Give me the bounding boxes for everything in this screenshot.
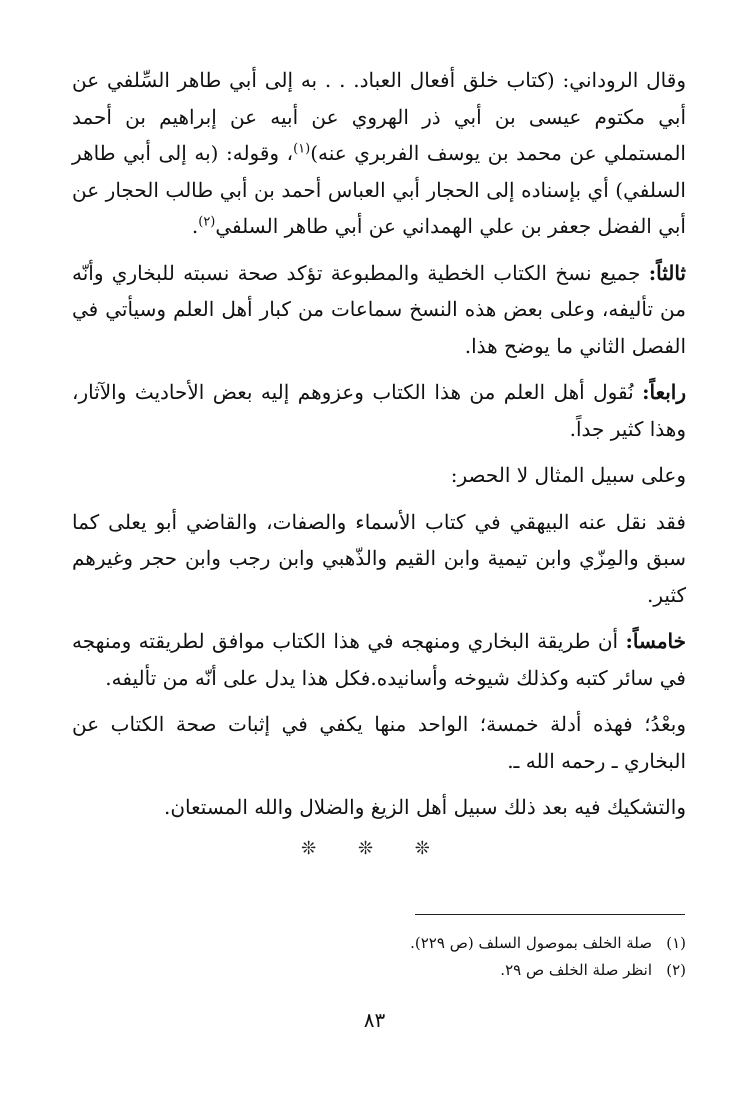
text-rudani-2: ، وقوله: (به إلى أبي طاهر السلفي) أي بإسناده إلى الحجار أبي العباس أحمد بن أبي طالب الحجار عن أبي الفضل جعفر بن علي الهمداني عن أبي طاهر السلفي bbox=[72, 141, 686, 238]
footnote-ref-2[interactable]: (٢) bbox=[198, 214, 216, 230]
footnotes bbox=[250, 930, 686, 984]
footnote-divider bbox=[415, 914, 685, 915]
footnote-text: صلة الخلف بموصول السلف (ص ٢٢٩). bbox=[410, 934, 652, 952]
footnote-ref-1[interactable]: (١) bbox=[293, 141, 311, 157]
paragraph-fifth bbox=[72, 623, 686, 696]
section-separator: ❊ ❊ ❊ bbox=[301, 838, 448, 859]
paragraph-third bbox=[72, 255, 686, 365]
paragraph-rudani bbox=[72, 62, 686, 245]
footnote-1 bbox=[250, 930, 686, 957]
lead-third: ثالثاً: bbox=[648, 260, 686, 285]
lead-fourth: رابعاً: bbox=[642, 380, 686, 404]
main-text bbox=[72, 62, 686, 826]
footnote-text: انظر صلة الخلف ص ٢٩. bbox=[500, 961, 652, 979]
paragraph-quoted: فقد نقل عنه البيهقي في كتاب الأسماء والصفات، والقاضي أبو يعلى كما سبق والمِزّي وابن تيمية وابن القيم والذّهبي وابن رجب وابن حجر وغيرهم كثير. bbox=[72, 509, 686, 607]
paragraph-closing: والتشكيك فيه بعد ذلك سبيل أهل الزيغ والضلال والله المستعان. bbox=[164, 795, 686, 819]
paragraph-fourth bbox=[72, 374, 686, 447]
text-fourth: نُقول أهل العلم من هذا الكتاب وعزوهم إليه بعض الأحاديث والآثار، وهذا كثير جداً. bbox=[72, 380, 686, 441]
text-rudani-1: وقال الروداني: (كتاب خلق أفعال العباد. . . به إلى أبي طاهر السِّلفي عن أبي مكتوم عيسى بن أبي ذر الهروي عن أبيه عن إبراهيم بن أحمد المستملي عن محمد بن يوسف الفربري عنه) bbox=[72, 68, 686, 165]
footnote-number: (١) bbox=[666, 934, 686, 952]
text-third: جميع نسخ الكتاب الخطية والمطبوعة تؤكد صحة نسبته للبخاري وأنّه من تأليفه، وعلى بعض هذه النسخ سماعات من كبار أهل العلم وسيأتي في الفصل الثاني ما يوضح هذا. bbox=[72, 260, 686, 358]
page-number: ٨٣ bbox=[363, 1008, 386, 1032]
footnote-2 bbox=[250, 957, 686, 984]
footnote-number: (٢) bbox=[666, 961, 686, 979]
text-fifth: أن طريقة البخاري ومنهجه في هذا الكتاب موافق لطريقته ومنهجه في سائر كتبه وكذلك شيوخه وأسانيده.فكل هذا يدل على أنّه من تأليفه. bbox=[72, 629, 686, 690]
paragraph-example-intro: وعلى سبيل المثال لا الحصر: bbox=[450, 463, 686, 487]
lead-fifth: خامساً: bbox=[625, 629, 686, 653]
paragraph-conclusion: وبعْدُ؛ فهذه أدلة خمسة؛ الواحد منها يكفي في إثبات صحة الكتاب عن البخاري ـ رحمه الله ـ. bbox=[72, 712, 686, 773]
text-rudani-3: . bbox=[191, 214, 199, 238]
